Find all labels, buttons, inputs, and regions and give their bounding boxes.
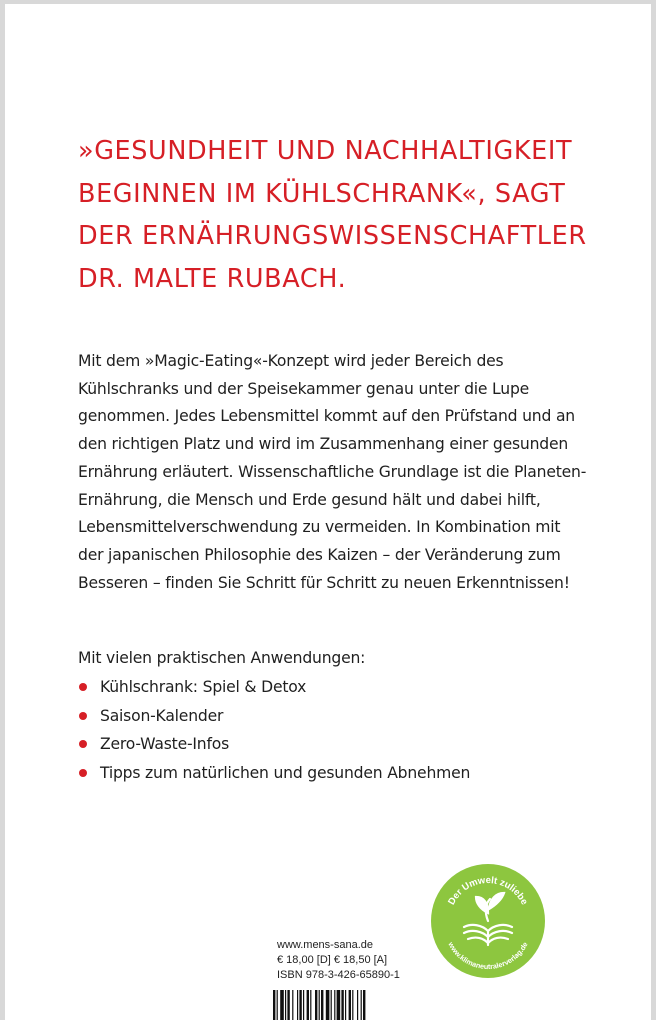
barcode-bar	[277, 990, 278, 1020]
blurb-line: Lebensmittelverschwendung zu vermeiden. In Kombination mit	[78, 518, 561, 537]
price-info: € 18,00 [D] € 18,50 [A]	[277, 954, 388, 966]
list-item	[78, 702, 470, 731]
barcode-bar	[297, 990, 298, 1020]
publisher-website: www.mens-sana.de	[277, 939, 373, 951]
headline-line: BEGINNEN IM KÜHLSCHRANK«, SAGT	[78, 178, 566, 209]
headline-line: »GESUNDHEIT UND NACHHALTIGKEIT	[78, 136, 573, 166]
blurb-paragraph	[78, 348, 638, 597]
badge-bottom-text: www.klimaneutralerverlag.de	[446, 940, 530, 972]
barcode-bar	[349, 990, 351, 1020]
barcode-bar	[337, 990, 341, 1020]
barcode-bar	[341, 990, 343, 1020]
isbn-number: ISBN 978-3-426-65890-1	[277, 969, 400, 981]
blurb-line: Ernährung, die Mensch und Erde gesund hält und dabei hilft,	[78, 490, 541, 509]
barcode-bar	[280, 990, 284, 1020]
bullet-icon	[79, 683, 87, 691]
list-item	[78, 730, 470, 759]
blurb-line: den richtigen Platz und wird im Zusammenhang einer gesunden	[78, 435, 569, 454]
barcode-bar	[273, 990, 275, 1020]
headline-line: DER ERNÄHRUNGSWISSENSCHAFTLER	[78, 221, 587, 251]
barcode-bar	[299, 990, 301, 1020]
list-item	[78, 673, 470, 702]
barcode-bar	[321, 990, 323, 1020]
blurb-line: Besseren – finden Sie Schritt für Schritt zu neuen Erkenntnissen!	[78, 573, 570, 592]
barcode-bar	[352, 990, 353, 1020]
blurb-line: genommen. Jedes Lebensmittel kommt auf den Prüfstand und an	[78, 407, 575, 426]
bullet-icon	[79, 769, 87, 777]
blurb-line: Ernährung erläutert. Wissenschaftliche Grundlage ist die Planeten-	[78, 462, 587, 481]
barcode-bar	[331, 990, 332, 1020]
barcode-bar	[285, 990, 286, 1020]
publisher-info	[277, 938, 400, 983]
list-item-label: Kühlschrank: Spiel & Detox	[100, 678, 307, 696]
barcode-bar	[334, 990, 335, 1020]
headline-quote	[78, 130, 638, 300]
barcode-bar	[345, 990, 346, 1020]
list-item	[78, 759, 470, 788]
blurb-line: Mit dem »Magic-Eating«-Konzept wird jeder Bereich des	[78, 352, 504, 370]
barcode-bar	[307, 990, 309, 1020]
list-item-label: Saison-Kalender	[100, 706, 224, 725]
barcode-icon	[273, 990, 395, 1020]
headline-line: DR. MALTE RUBACH.	[78, 263, 347, 294]
book-back-cover	[5, 4, 651, 1020]
barcode-bar	[326, 990, 330, 1020]
barcode-bar	[361, 990, 362, 1020]
list-item-label: Tipps zum natürlichen und gesunden Abnehmen	[100, 763, 471, 782]
climate-neutral-badge-icon	[430, 863, 546, 979]
barcode-bar	[303, 990, 304, 1020]
barcode-bar	[319, 990, 320, 1020]
badge-top-text: Der Umwelt zuliebe	[446, 874, 530, 907]
barcode-bar	[287, 990, 289, 1020]
bullet-icon	[79, 712, 87, 720]
barcode-bar	[363, 990, 365, 1020]
bullet-icon	[79, 740, 87, 748]
features-list	[78, 673, 470, 787]
blurb-line: der japanischen Philosophie des Kaizen – der Veränderung zum	[78, 545, 561, 564]
features-intro: Mit vielen praktischen Anwendungen:	[78, 649, 366, 667]
barcode-bar	[315, 990, 317, 1020]
blurb-line: Kühlschranks und der Speisekammer genau unter die Lupe	[78, 379, 530, 398]
barcode-bar	[357, 990, 358, 1020]
barcode-bar	[310, 990, 311, 1020]
list-item-label: Zero-Waste-Infos	[100, 735, 230, 753]
barcode-bar	[292, 990, 293, 1020]
